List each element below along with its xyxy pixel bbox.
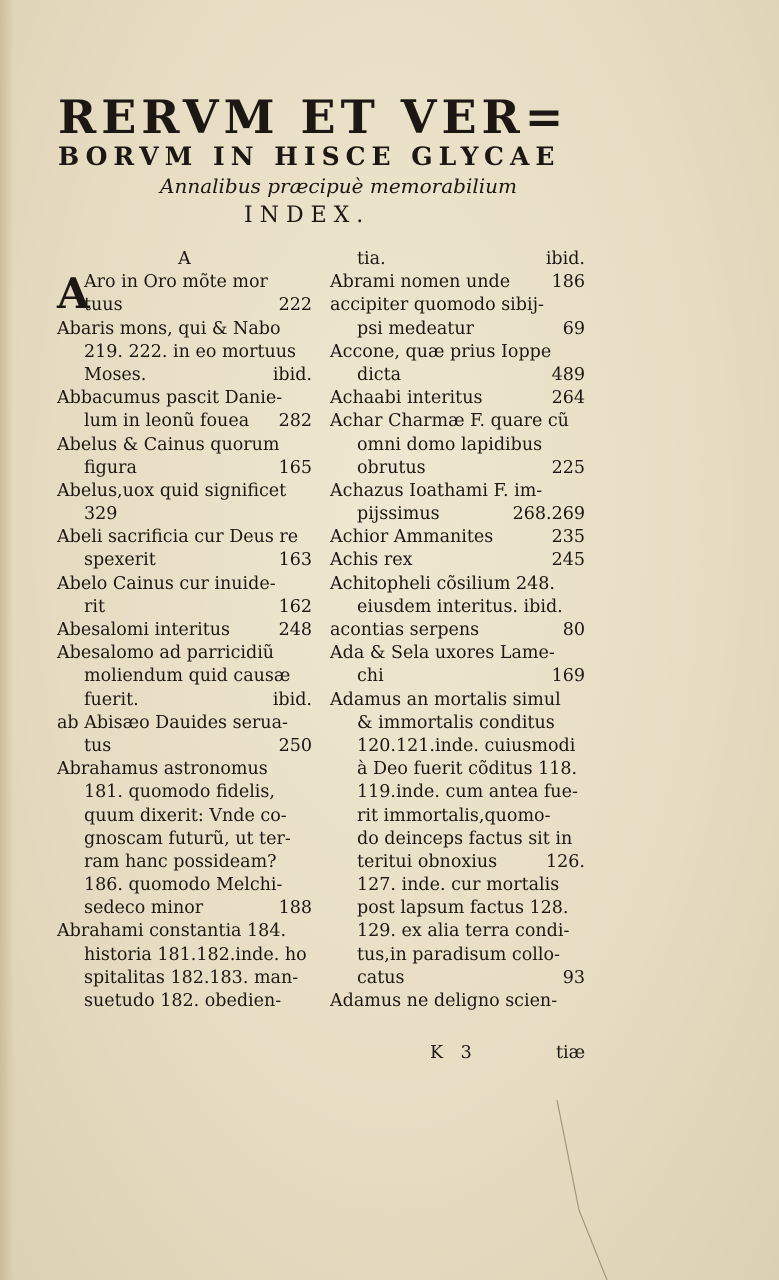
entry-text: rit: [84, 596, 105, 617]
entry-text: Abelo Cainus cur inuide-: [57, 573, 276, 594]
entry-text: 129. ex alia terra condi-: [357, 921, 570, 942]
page-reference: 163: [278, 550, 312, 571]
index-entry-line: [330, 248, 585, 271]
index-entry-line: [57, 665, 312, 688]
page-reference: 264: [551, 388, 585, 409]
entry-text: 329: [84, 504, 118, 525]
page-reference: 248: [278, 620, 312, 640]
entry-text: catus: [357, 967, 405, 988]
index-entry-line: [330, 920, 585, 943]
entry-text: 127. inde. cur mortalis: [357, 875, 560, 896]
index-entry-line: [330, 503, 585, 526]
index-entry-line: [330, 781, 585, 804]
index-subtitle: BORVM IN HISCE GLYCAE: [58, 142, 561, 171]
index-entry-line: [57, 897, 312, 920]
entry-text: Ada & Sela uxores Lame-: [330, 643, 555, 664]
entry-text: lum in leonũ fouea: [84, 411, 250, 432]
entry-text: tus: [84, 735, 112, 756]
page-reference: 282: [278, 411, 312, 432]
entry-text: gnoscam futurũ, ut ter-: [84, 828, 291, 849]
entry-text: Abeli sacrificia cur Deus re: [57, 527, 299, 548]
index-entry-line: [330, 990, 585, 1013]
entry-text: historia 181.182.inde. ho: [84, 944, 307, 965]
entry-text: Abrami nomen unde: [330, 272, 511, 293]
entry-text: omni domo lapidibus: [357, 434, 543, 455]
index-entry-line: [330, 480, 585, 503]
index-entry-line: [57, 387, 312, 410]
entry-text: Abelus & Cainus quorum: [57, 434, 280, 455]
index-entry-line: [57, 990, 312, 1013]
first-entry-line: A Aro in Oro mõte mor: [57, 269, 268, 319]
catchword: tiæ: [556, 1043, 586, 1063]
index-entry-line: [57, 944, 312, 967]
index-entry-line: [57, 549, 312, 572]
entry-text: Abelus,uox quid significet: [57, 480, 287, 501]
page-reference: 162: [278, 596, 312, 617]
entry-text: eiusdem interitus. ibid.: [357, 596, 563, 617]
entry-text: pijssimus: [357, 504, 440, 525]
index-entry-line: [330, 642, 585, 665]
index-entry-line: [57, 526, 312, 549]
index-label: INDEX.: [244, 203, 371, 228]
entry-text: dicta: [357, 364, 402, 385]
page-reference: ibid.: [545, 249, 585, 269]
entry-text: chi: [357, 666, 384, 687]
page-reference: 169: [551, 666, 585, 687]
entry-text: 120.121.inde. cuiusmodi: [357, 735, 576, 756]
entry-text: Abesalomi interitus: [57, 620, 231, 640]
page-reference: 489: [551, 364, 585, 385]
page-reference: 268.269: [512, 504, 585, 525]
index-entry-line: [330, 828, 585, 851]
entry-text: Abbacumus pascit Danie-: [57, 388, 283, 409]
index-entry-line: [330, 967, 585, 990]
index-entry-line: [57, 457, 312, 480]
page-reference: 93: [562, 967, 585, 988]
page-reference: 80: [562, 620, 585, 640]
page-reference: ibid.: [272, 689, 312, 710]
entry-text: Abesalomo ad parricidiũ: [57, 643, 275, 664]
entry-text: tuus: [84, 295, 123, 316]
index-entry-line: [57, 828, 312, 851]
index-entry-line: [330, 851, 585, 874]
entry-text: 119.inde. cum antea fue-: [357, 782, 578, 803]
index-entry-line: [57, 596, 312, 619]
index-entry-line: [57, 318, 312, 341]
index-entry-line: [57, 410, 312, 433]
index-entry-line: [57, 364, 312, 387]
index-entry-line: [330, 665, 585, 688]
page-reference: 245: [551, 550, 585, 571]
entry-text: Accone, quæ prius Ioppe: [330, 341, 552, 362]
page-reference: 165: [278, 457, 312, 478]
index-subtitle-italic: Annalibus præcipuè memorabilium: [160, 174, 517, 198]
entry-text: Adamus ne deligno scien-: [330, 991, 558, 1011]
right-column: [330, 248, 585, 1013]
entry-text: Achaabi interitus: [330, 388, 483, 409]
entry-text: tia.: [357, 249, 386, 269]
index-entry-line: [57, 712, 312, 735]
index-entry-line: [57, 503, 312, 526]
entry-text: ram hanc possideam?: [84, 851, 277, 872]
index-entry-line: [57, 573, 312, 596]
entry-text: obrutus: [357, 457, 426, 478]
entry-text: suetudo 182. obedien-: [84, 991, 282, 1011]
index-entry-line: [330, 944, 585, 967]
index-entry-line: [330, 573, 585, 596]
page-reference: 188: [278, 898, 312, 919]
entry-text: quum dixerit: Vnde co-: [84, 805, 287, 826]
index-entry-line: [330, 549, 585, 572]
index-entry-line: [57, 781, 312, 804]
entry-text: Abrahamus astronomus: [57, 759, 268, 780]
index-entry-line: [330, 712, 585, 735]
page-reference: 225: [551, 457, 585, 478]
entry-text: rit immortalis,quomo-: [357, 805, 551, 826]
entry-text: accipiter quomodo sibij-: [330, 295, 544, 316]
index-entry-line: [330, 735, 585, 758]
left-column: [57, 248, 312, 1013]
signature-mark: K 3: [430, 1043, 478, 1063]
entry-text: Abaris mons, qui & Nabo: [57, 318, 281, 339]
entry-text: post lapsum factus 128.: [357, 898, 569, 919]
entry-text: teritui obnoxius: [357, 851, 498, 872]
entry-text: Achis rex: [330, 550, 413, 571]
page-reference: 186: [551, 272, 585, 293]
entry-text: spexerit: [84, 550, 156, 571]
index-entry-line: [57, 341, 312, 364]
entry-text: 219. 222. in eo mortuus: [84, 341, 296, 362]
index-entry-line: [330, 805, 585, 828]
page-reference: 250: [278, 735, 312, 756]
index-entry-line: [330, 434, 585, 457]
entry-text: psi medeatur: [357, 318, 474, 339]
index-entry-line: [57, 294, 312, 317]
entry-text: do deinceps factus sit in: [357, 828, 573, 849]
entry-text: 181. quomodo fidelis,: [84, 782, 275, 803]
index-entry-line: [57, 480, 312, 503]
entry-text: moliendum quid causæ: [84, 666, 291, 687]
index-entry-line: [330, 341, 585, 364]
entry-text: tus,in paradisum collo-: [357, 944, 560, 965]
entry-text: fuerit.: [84, 689, 139, 710]
entry-text: 186. quomodo Melchi-: [84, 875, 283, 896]
entry-text: ab Abisæo Dauides serua-: [57, 712, 288, 733]
index-entry-line: [330, 874, 585, 897]
entry-text: acontias serpens: [330, 620, 480, 640]
index-entry-line: [57, 689, 312, 712]
index-entry-line: [57, 434, 312, 457]
page-reference: ibid.: [272, 364, 312, 385]
entry-text: figura: [84, 457, 137, 478]
index-entry-line: [57, 758, 312, 781]
index-entry-line: [330, 758, 585, 781]
index-entry-line: [330, 364, 585, 387]
page-reference: 126.: [546, 851, 585, 872]
entry-text: Adamus an mortalis simul: [330, 689, 561, 710]
index-entry-line: [330, 689, 585, 712]
index-entry-line: [330, 387, 585, 410]
index-entry-line: [330, 619, 585, 642]
entry-text: à Deo fuerit cõditus 118.: [357, 759, 578, 780]
section-letter: A: [178, 249, 191, 269]
page-reference: 69: [562, 318, 585, 339]
entry-text: Achazus Ioathami F. im-: [330, 480, 543, 501]
index-entry-line: [330, 596, 585, 619]
index-entry-line: [330, 271, 585, 294]
index-entry-line: [330, 410, 585, 433]
entry-text: Achitopheli cõsilium 248.: [330, 573, 555, 594]
index-entry-line: [330, 457, 585, 480]
page-reference: 222: [278, 295, 312, 316]
paper-crack: [555, 1100, 615, 1280]
index-entry-line: [57, 735, 312, 758]
entry-text: Achar Charmæ F. quare cũ: [330, 411, 569, 432]
index-entry-line: [57, 851, 312, 874]
entry-text: Achior Ammanites: [330, 527, 494, 548]
index-entry-line: [330, 318, 585, 341]
entry-text: sedeco minor: [84, 898, 204, 919]
entry-text: & immortalis conditus: [357, 712, 555, 733]
index-entry-line: [57, 967, 312, 990]
drop-cap: A: [57, 269, 90, 319]
index-entry-line: [57, 642, 312, 665]
entry-text: Moses.: [84, 364, 147, 385]
index-entry-line: [57, 874, 312, 897]
entry-text: Abrahami constantia 184.: [57, 921, 287, 942]
index-entry-line: [330, 294, 585, 317]
index-title: RERVM ET VER=: [58, 90, 569, 144]
index-entry-line: [57, 920, 312, 943]
page-reference: 235: [551, 527, 585, 548]
index-entry-line: [57, 619, 312, 642]
page-edge-shadow: [0, 0, 14, 1280]
entry-text: spitalitas 182.183. man-: [84, 967, 299, 988]
index-entry-line: [330, 526, 585, 549]
index-entry-line: [330, 897, 585, 920]
index-entry-line: [57, 805, 312, 828]
